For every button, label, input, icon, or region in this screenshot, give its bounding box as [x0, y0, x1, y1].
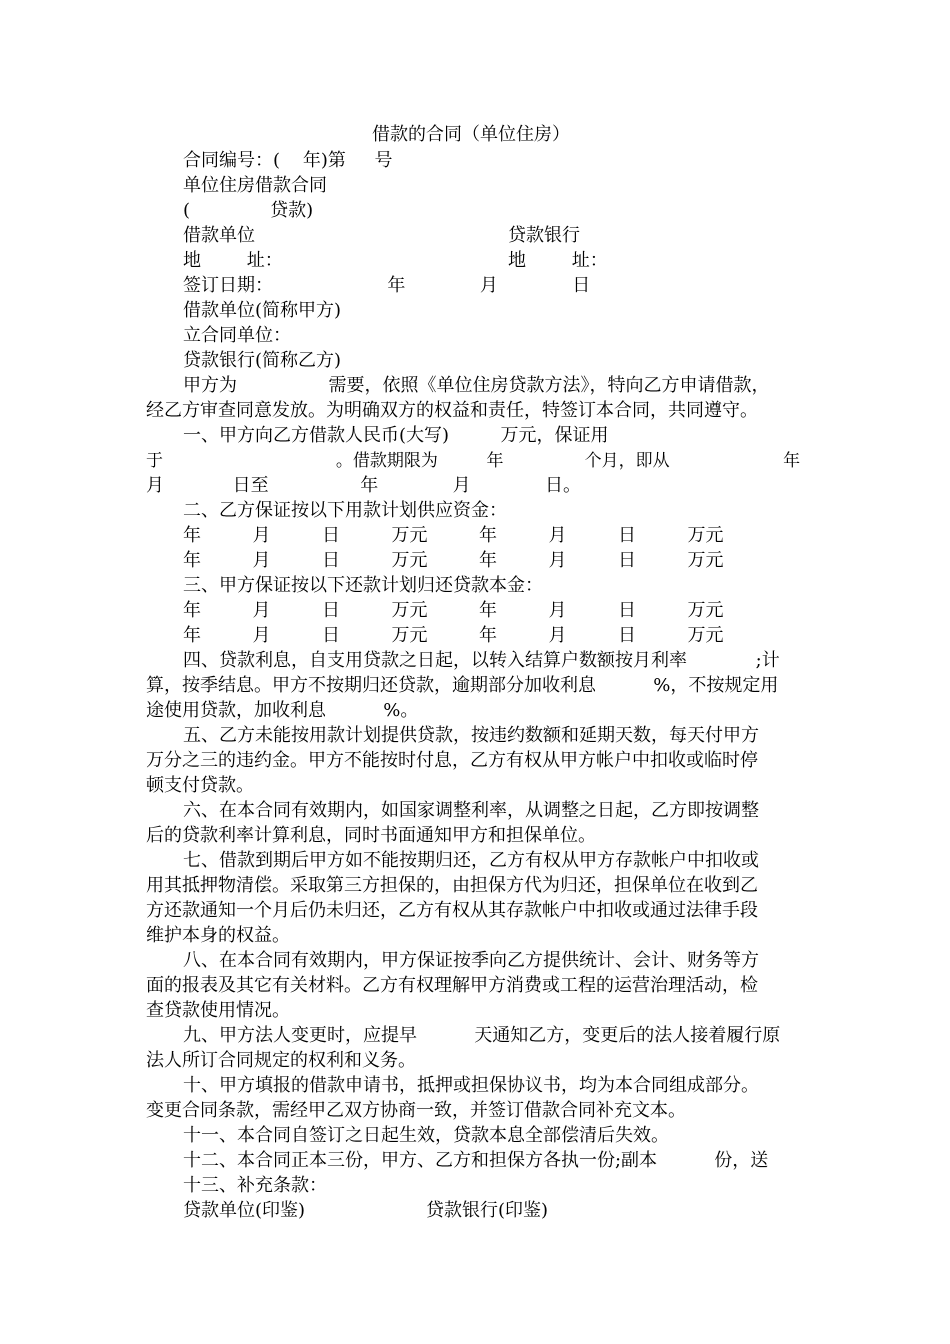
intro-line-1: 甲方为 需要，依照《单位住房贷款方法》，特向乙方申请借款，	[183, 375, 770, 396]
clause-5-line-2: 万分之三的违约金。甲方不能按时付息，乙方有权从甲方帐户中扣收或临时停	[146, 750, 758, 771]
clause-6-line-2: 后的贷款利率计算利息，同时书面通知甲方和担保单位。	[146, 825, 596, 846]
address-left: 地 址：	[183, 250, 283, 271]
borrower-label: 借款单位	[183, 225, 255, 246]
lender-label: 贷款银行	[508, 225, 580, 246]
clause-13: 十三、补充条款：	[183, 1175, 327, 1196]
clause-9-line-1: 九、甲方法人变更时，应提早 天通知乙方，变更后的法人接着履行原	[183, 1025, 781, 1046]
clause-8-line-2: 面的报表及其它有关材料。乙方有权理解甲方消费或工程的运营治理活动，检	[146, 975, 758, 996]
signature-lender: 贷款银行(印鉴)	[426, 1200, 549, 1221]
clause-4-line-1: 四、贷款利息，自支用贷款之日起，以转入结算户数额按月利率 ;计	[183, 650, 780, 671]
signature-borrower: 贷款单位(印鉴)	[183, 1200, 306, 1221]
clause-3-row-2: 年 月 日 万元 年 月 日 万元	[183, 625, 724, 646]
clause-6-line-1: 六、在本合同有效期内，如国家调整利率，从调整之日起，乙方即按调整	[183, 800, 759, 821]
address-right: 地 址：	[508, 250, 608, 271]
establish-unit: 立合同单位：	[183, 325, 291, 346]
clause-12: 十二、本合同正本三份，甲方、乙方和担保方各执一份;副本 份，送	[183, 1150, 769, 1171]
clause-4-line-2: 算，按季结息。甲方不按期归还贷款，逾期部分加收利息 %，不按规定用	[146, 675, 779, 696]
clause-11: 十一、本合同自签订之日起生效，贷款本息全部偿清后失效。	[183, 1125, 669, 1146]
clause-9-line-2: 法人所订合同规定的权利和义务。	[146, 1050, 416, 1071]
clause-4-line-3: 途使用贷款，加收利息 %。	[146, 700, 419, 721]
sign-date: 签订日期： 年 月 日	[183, 275, 591, 296]
clause-2-row-2: 年 月 日 万元 年 月 日 万元	[183, 550, 724, 571]
clause-5-line-3: 顿支付贷款。	[146, 775, 254, 796]
loan-type: ( 贷款)	[183, 200, 314, 221]
clause-3-title: 三、甲方保证按以下还款计划归还贷款本金：	[183, 575, 543, 596]
clause-8-line-1: 八、在本合同有效期内，甲方保证按季向乙方提供统计、会计、财务等方	[183, 950, 759, 971]
party-b: 贷款银行(简称乙方)	[183, 350, 342, 371]
document-title: 借款的合同（单位住房）	[372, 124, 570, 145]
clause-1-line-3: 月 日至 年 月 日。	[146, 475, 581, 496]
clause-2-row-1: 年 月 日 万元 年 月 日 万元	[183, 525, 724, 546]
contract-number: 合同编号：( 年)第 号	[183, 150, 393, 171]
clause-10-line-1: 十、甲方填报的借款申请书，抵押或担保协议书，均为本合同组成部分。	[183, 1075, 759, 1096]
clause-10-line-2: 变更合同条款，需经甲乙双方协商一致，并签订借款合同补充文本。	[146, 1100, 686, 1121]
clause-7-line-1: 七、借款到期后甲方如不能按期归还，乙方有权从甲方存款帐户中扣收或	[183, 850, 759, 871]
clause-3-row-1: 年 月 日 万元 年 月 日 万元	[183, 600, 724, 621]
contract-name: 单位住房借款合同	[183, 175, 327, 196]
clause-7-line-3: 方还款通知一个月后仍未归还，乙方有权从其存款帐户中扣收或通过法律手段	[146, 900, 758, 921]
clause-2-title: 二、乙方保证按以下用款计划供应资金：	[183, 500, 507, 521]
intro-line-2: 经乙方审查同意发放。为明确双方的权益和责任，特签订本合同，共同遵守。	[146, 400, 758, 421]
party-a: 借款单位(简称甲方)	[183, 300, 342, 321]
clause-1-line-1: 一、甲方向乙方借款人民币(大写) 万元，保证用	[183, 425, 609, 446]
clause-1-line-2: 于 。借款期限为 年 个月，即从 年	[146, 451, 801, 471]
clause-8-line-3: 查贷款使用情况。	[146, 1000, 290, 1021]
clause-7-line-4: 维护本身的权益。	[146, 925, 290, 946]
clause-7-line-2: 用其抵押物清偿。采取第三方担保的，由担保方代为归还，担保单位在收到乙	[146, 875, 758, 896]
clause-5-line-1: 五、乙方未能按用款计划提供贷款，按违约数额和延期天数，每天付甲方	[183, 725, 759, 746]
